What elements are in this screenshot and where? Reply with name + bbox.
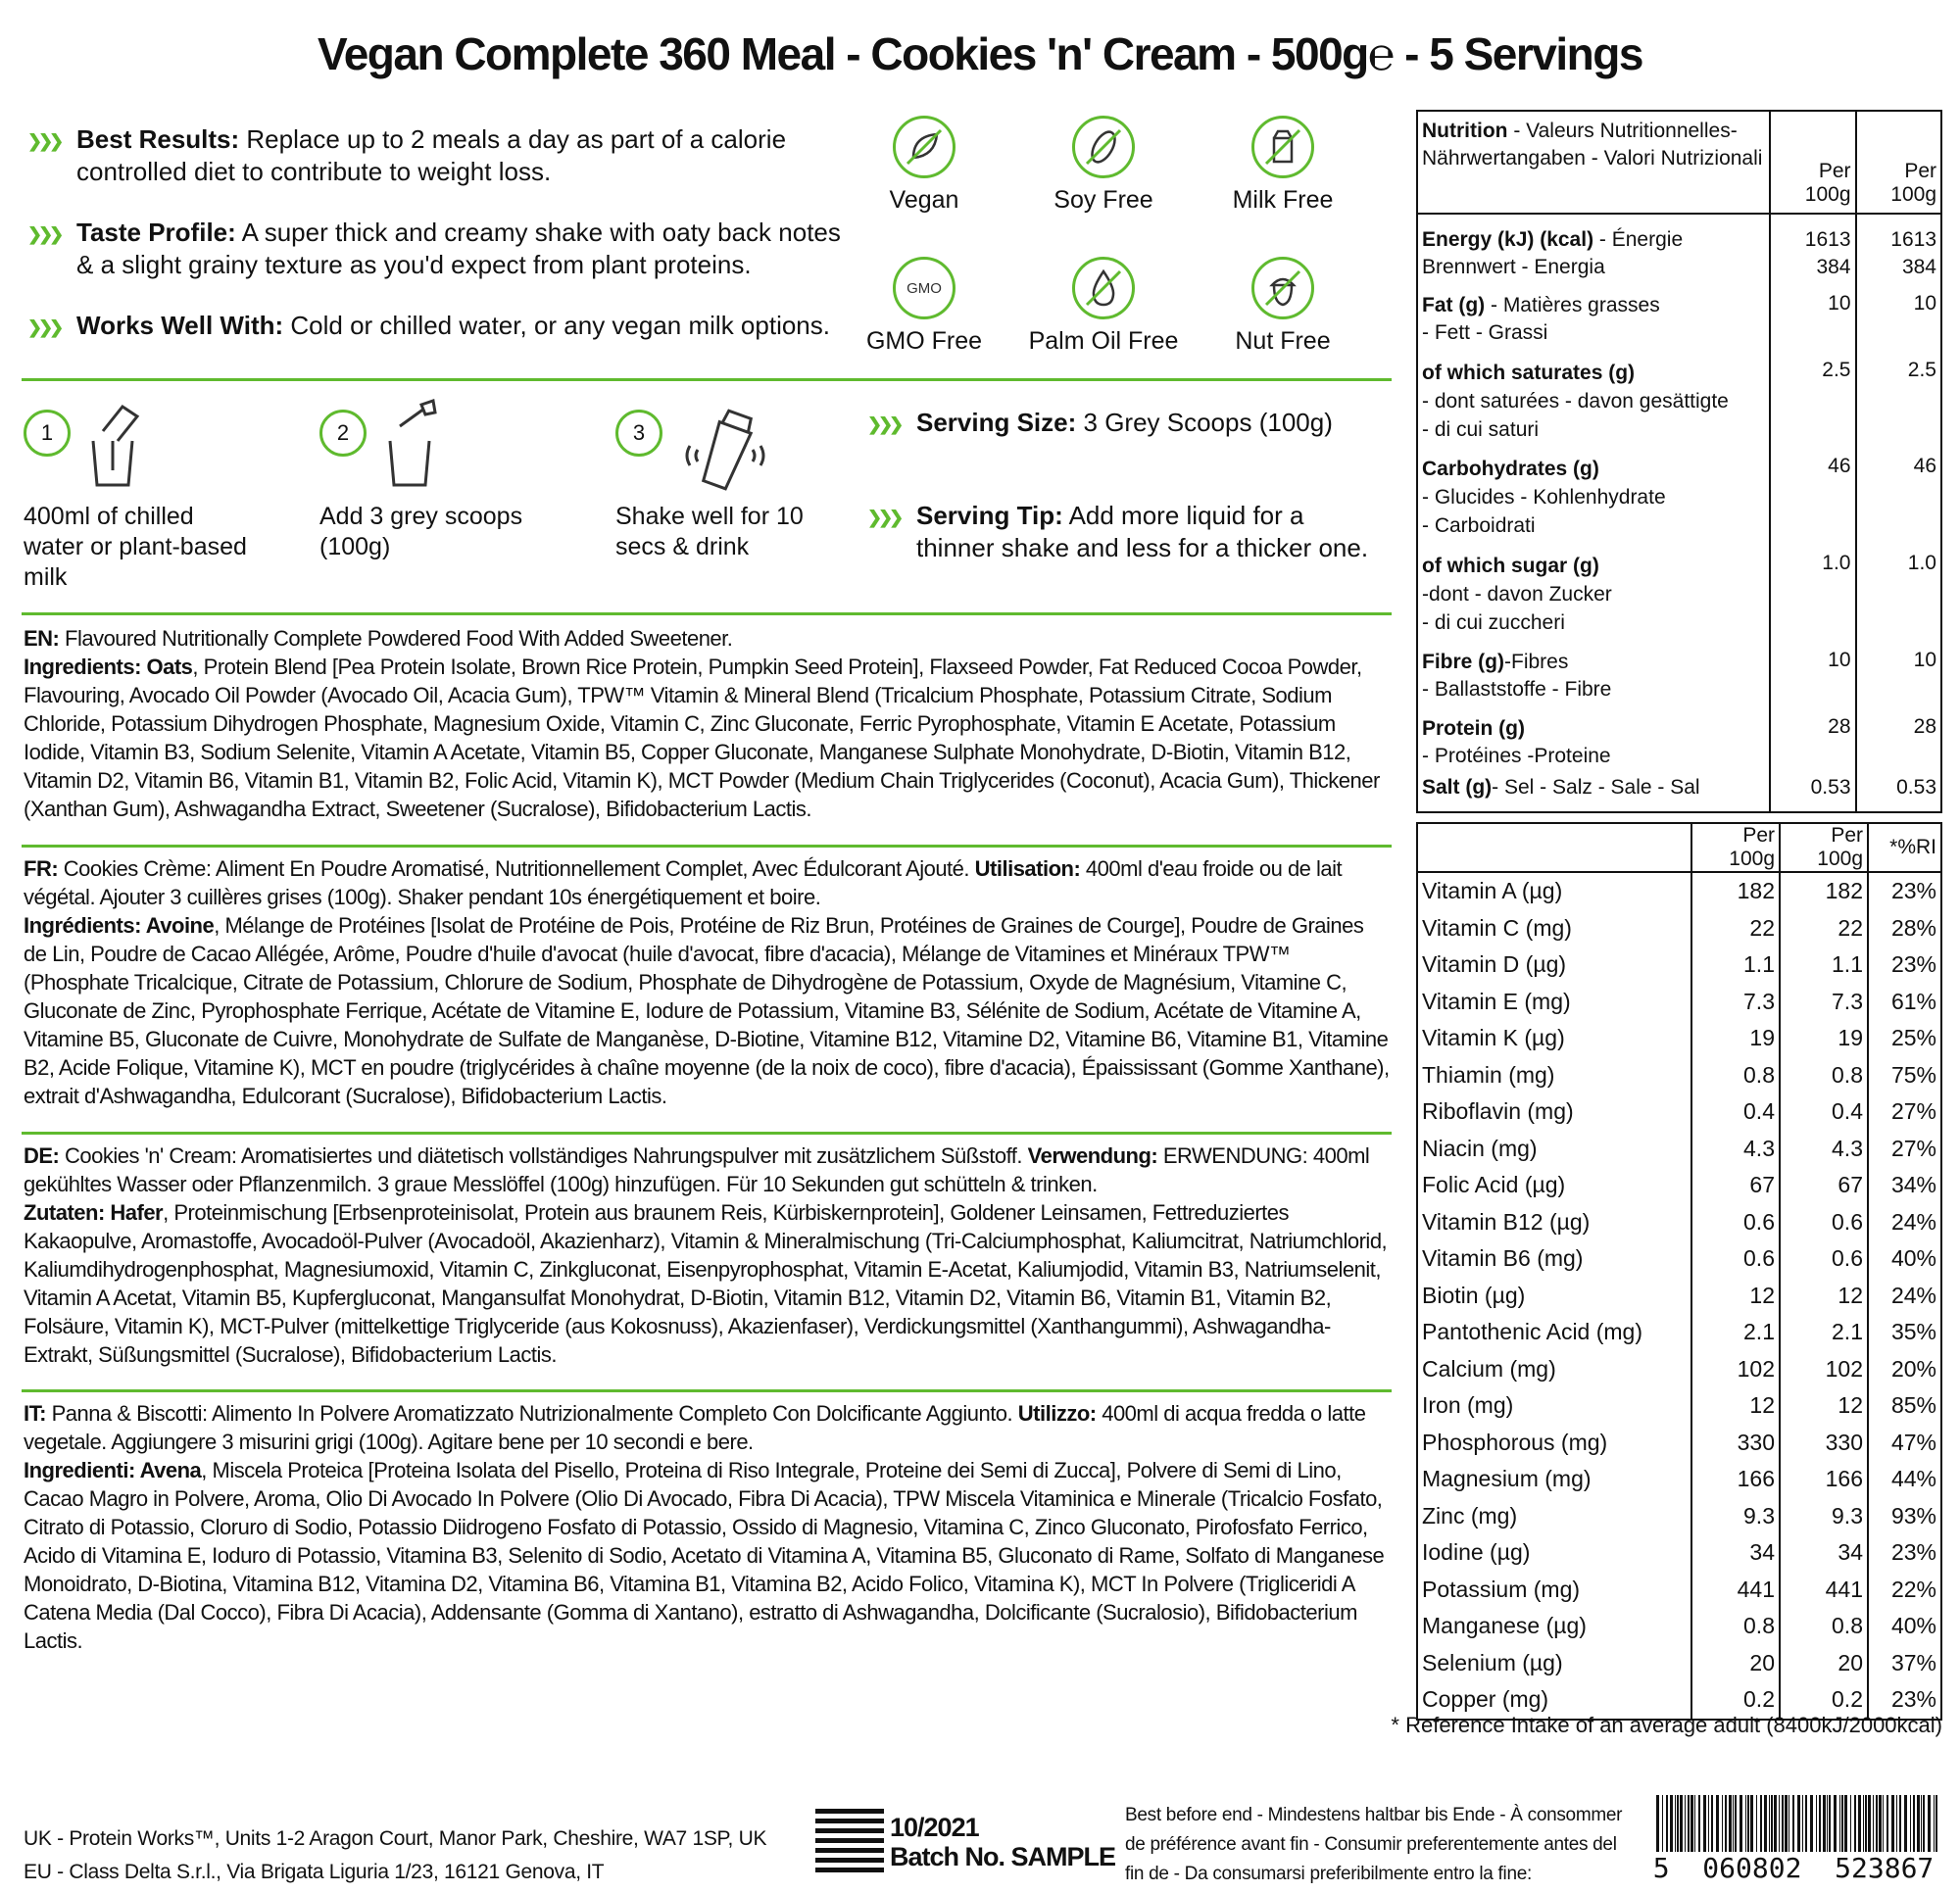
vitamin-value: 9.3 [1691, 1498, 1780, 1535]
vitamin-value: 0.2 [1691, 1681, 1780, 1719]
vitamin-row [1418, 1167, 1940, 1204]
serving-tip [867, 500, 1387, 564]
chevron-double-icon: ❯❯❯ [867, 414, 901, 434]
vitamin-value: 19 [1691, 1020, 1780, 1057]
vitamin-value: 35% [1890, 1319, 1936, 1345]
vitamin-value: 19 [1780, 1020, 1868, 1057]
ingredients-de [24, 1141, 1391, 1369]
vitamin-value: 93% [1890, 1502, 1936, 1529]
bullet-text: Cold or chilled water, or any vegan milk options. [283, 311, 830, 340]
vitamin-row [1418, 1534, 1940, 1572]
vitamin-value: 4.3 [1780, 1131, 1868, 1168]
vitamin-row [1418, 1240, 1940, 1278]
vitamin-row [1418, 1278, 1940, 1315]
nutrition-header: Nutrition [1422, 120, 1508, 142]
vitamin-value: 12 [1780, 1278, 1868, 1315]
vitamin-name: Folic Acid (µg) [1418, 1167, 1691, 1204]
vitamin-value: 12 [1691, 1278, 1780, 1315]
nutrient-value: 10 [1913, 649, 1936, 671]
gmo-icon [896, 260, 953, 316]
badge-label: GMO Free [865, 327, 983, 355]
vitamin-row [1418, 946, 1940, 984]
ingredients-text: , Proteinmischung [Erbsenproteinisolat, Protein aus braunem Reis, Kürbiskernprotein], Goldener Leinsamen, Fettreduziertes Kakaopulve, Aromastoffe, Avocadoöl-Pulver (Avocadoöl, Akazienharz), Vitamin & Mineralmischung (Tri-Calciumphosphat, Kaliumcitrat, Natriumchlorid, Kaliumdihydrogenphosphat, Magnesiumoxid, Vitamin C, Zinkgluconat, Eisenpyrophosphat, Vitamin E-Acetat, Kaliumjodid, Vitamin B3, Natriumselenit, Vitamin A Acetat, Vitamin B5, Kupfergluconat, Mangansulfat Monohydrat, D-Biotin, Vitamin B12, Vitamin D2, Vitamin B6, Vitamin B1, Vitamin B2, Folsäure, Vitamin K), MCT-Pulver (mittelkettige Triglyceride (aus Kokosnuss), Akazienfaser), Verdickungsmittel (Xanthangummi), Ashwagandha-Extrakt, Süßungsmittel (Sucralose), Bifidobacterium Lactis. [24, 1200, 1388, 1367]
vitamin-value: 441 [1691, 1572, 1780, 1609]
vitamin-value: 61% [1890, 988, 1936, 1014]
vitamin-name: Potassium (mg) [1418, 1572, 1691, 1609]
step-2-text: Add 3 grey scoops (100g) [319, 503, 523, 560]
nutrition-table [1416, 110, 1942, 813]
step-number: 2 [319, 410, 367, 457]
vitamin-value: 0.8 [1691, 1057, 1780, 1094]
usage-text: ERWENDUNG: 400ml gekühltes Wasser oder Pflanzenmilch. 3 graue Messlöffel (100g) hinzufügen. Für 10 Sekunden gut schütteln & trinken. [24, 1143, 1370, 1196]
nutrient-value: 2.5 [1770, 349, 1856, 445]
nutrient-name: Protein (g) [1422, 717, 1525, 740]
batch-number: Batch No. SAMPLE [890, 1842, 1116, 1871]
vitamin-row [1418, 1314, 1940, 1351]
vitamin-value: 166 [1780, 1461, 1868, 1498]
vitamin-name: Vitamin B6 (mg) [1418, 1240, 1691, 1278]
ingredients-label: Ingredients: Oats [24, 655, 193, 679]
vitamin-value: 23% [1890, 951, 1936, 978]
vitamin-value: 0.8 [1780, 1057, 1868, 1094]
vitamin-value: 67 [1691, 1167, 1780, 1204]
nutrient-name: of which saturates (g) [1422, 362, 1636, 384]
product-description: Panna & Biscotti: Alimento In Polvere Aromatizzato Nutrizionalmente Completo Con Dolcificante Aggiunto. [45, 1401, 1013, 1426]
step-number: 3 [615, 410, 662, 457]
divider [22, 1389, 1392, 1392]
vitamin-name: Thiamin (mg) [1418, 1057, 1691, 1094]
col-header: Per 100g [1780, 824, 1868, 872]
vitamin-value: 0.6 [1691, 1240, 1780, 1278]
nutrient-name: Carbohydrates (g) [1422, 458, 1599, 480]
vitamin-row [1418, 1608, 1940, 1645]
product-title: Vegan Complete 360 Meal - Cookies 'n' Cream - 500g℮ - 5 Servings [318, 28, 1642, 79]
vitamin-row [1418, 872, 1940, 910]
vitamin-value: 34 [1691, 1534, 1780, 1572]
vitamin-value: 25% [1890, 1025, 1936, 1051]
vitamin-row [1418, 910, 1940, 947]
vitamin-row [1418, 1204, 1940, 1241]
footnote: * Reference Intake of an average adult (8400kJ/2000kcal) [1391, 1713, 1942, 1737]
vitamin-value: 0.4 [1691, 1093, 1780, 1131]
vitamin-row [1418, 984, 1940, 1021]
usage-text: 400ml d'eau froide ou de lait végétal. Ajouter 3 cuillères grises (100g). Shaker pendant 10s énergétiquement et boire. [24, 856, 1343, 909]
nutrient-value: 0.53 [1896, 776, 1936, 799]
product-description: Cookies Crème: Aliment En Poudre Aromatisé, Nutritionnellement Complet, Avec Édulcorant Ajouté. [58, 856, 970, 881]
nutrition-header-sub: - Valeurs Nutritionnelles- Nährwertangaben - Valori Nutrizionali [1422, 120, 1763, 170]
vitamin-row [1418, 1351, 1940, 1388]
vitamin-row [1418, 1425, 1940, 1462]
vitamin-value: 0.6 [1780, 1240, 1868, 1278]
vitamin-value: 24% [1890, 1282, 1936, 1308]
vitamin-name: Pantothenic Acid (mg) [1418, 1314, 1691, 1351]
vitamins-table [1416, 822, 1942, 1721]
vitamin-value: 2.1 [1780, 1314, 1868, 1351]
col-header: Per 100g [1770, 112, 1856, 214]
nutrient-value: 1.0 [1770, 542, 1856, 639]
bullet-label: Works Well With: [76, 311, 284, 340]
vitamin-row [1418, 1057, 1940, 1094]
milk-carton-icon [1254, 119, 1311, 175]
ingredients-text: , Protein Blend [Pea Protein Isolate, Brown Rice Protein, Pumpkin Seed Protein], Flaxseed Powder, Fat Reduced Cocoa Powder, Flavouring, Avocado Oil Powder (Avocado Oil, Acacia Gum), TPW™ Vitamin & Mineral Blend (Tricalcium Phosphate, Potassium Citrate, Sodium Chloride, Potassium Dihydrogen Phosphate, Magnesium Oxide, Vitamin C, Zinc Gluconate, Ferric Pyrophosphate, Vitamin E Acetate, Potassium Iodide, Vitamin B3, Sodium Selenite, Vitamin A Acetate, Vitamin B5, Copper Gluconate, Manganese Sulphate Monohydrate, D-Biotin, Vitamin B12, Vitamin D2, Vitamin B6, Vitamin B1, Vitamin B2, Folic Acid, Vitamin K), MCT Powder (Medium Chain Triglycerides (Coconut), Acacia Gum), Thickener (Xanthan Gum), Ashwagandha Extract, Sweetener (Sucralose), Bifidobacterium Lactis. [24, 655, 1380, 821]
vitamin-value: 182 [1780, 872, 1868, 910]
droplet-icon [1075, 260, 1132, 316]
vitamin-value: 37% [1890, 1649, 1936, 1675]
bullet-label: Taste Profile: [76, 218, 236, 247]
vitamin-value: 102 [1780, 1351, 1868, 1388]
divider [22, 612, 1392, 615]
nutrient-name-sub: -dont - davon Zucker [1422, 583, 1612, 606]
nutrient-value: 1.0 [1907, 552, 1936, 574]
ingredients-label: Ingrédients: Avoine [24, 913, 215, 938]
vitamin-name: Vitamin K (µg) [1418, 1020, 1691, 1057]
nutrient-name-sub: - dont saturées - davon gesättigte [1422, 390, 1729, 413]
bullet-taste-profile [27, 217, 841, 281]
col-header: *%RI [1868, 824, 1940, 872]
nutrient-value: 10 [1913, 292, 1936, 315]
vitamin-value: 0.8 [1691, 1608, 1780, 1645]
ingredients-label: Zutaten: Hafer [24, 1200, 164, 1225]
nutrient-name-sub: - di cui zuccheri [1422, 611, 1565, 634]
lang-code: EN: [24, 626, 60, 651]
vitamin-row [1418, 1572, 1940, 1609]
barcode-number: 5 060802 523867 [1652, 1852, 1935, 1884]
vitamin-value: 166 [1691, 1461, 1780, 1498]
best-before: Best before end - Mindestens haltbar bis Ende - À consommer de préférence avant fin - Consumir preferentemente antes del fin de - Da consumarsi preferibilmente entro la fine: [1125, 1805, 1623, 1884]
soybean-icon [1075, 119, 1132, 175]
nutrient-value: 10 [1770, 282, 1856, 349]
badge-label: Vegan [889, 186, 959, 214]
nutrient-name: Fat (g) [1422, 294, 1486, 316]
vitamin-value: 20 [1691, 1645, 1780, 1682]
acorn-icon [1254, 260, 1311, 316]
vitamin-value: 24% [1890, 1208, 1936, 1235]
vitamin-value: 44% [1890, 1466, 1936, 1492]
vitamin-row [1418, 1645, 1940, 1682]
badge-label: Nut Free [1235, 327, 1331, 355]
vitamin-value: 20 [1780, 1645, 1868, 1682]
vitamin-name: Phosphorous (mg) [1418, 1425, 1691, 1462]
vitamin-value: 330 [1691, 1425, 1780, 1462]
nutrient-name-sub: Brennwert - Energia [1422, 256, 1605, 278]
qr-code-icon [815, 1809, 884, 1877]
nutrient-name-sub: - Matières grasses [1485, 294, 1660, 316]
nutrient-name-sub: - Glucides - Kohlenhydrate [1422, 486, 1666, 509]
lang-code: DE: [24, 1143, 60, 1168]
usage-label: Verwendung: [1022, 1143, 1158, 1168]
nutrient-name-sub: - Carboidrati [1422, 514, 1536, 537]
badge-nut-free [1204, 257, 1361, 356]
nutrient-value: 2.5 [1907, 359, 1936, 381]
nutrient-value: 28 [1770, 705, 1856, 772]
product-description: Flavoured Nutritionally Complete Powdered Food With Added Sweetener. [59, 626, 733, 651]
cup-pour-icon [83, 402, 142, 490]
leaf-icon [896, 119, 953, 175]
usage-text: 400ml di acqua fredda o latte vegetale. Aggiungere 3 misurini grigi (100g). Agitare bene per 10 secondi e bere. [24, 1401, 1366, 1454]
badge-label: Palm Oil Free [1028, 327, 1179, 355]
step-number: 1 [24, 410, 71, 457]
vitamin-value: 7.3 [1691, 984, 1780, 1021]
nutrient-value: 384 [1816, 256, 1851, 278]
serving-text: Add more liquid for a thinner shake and less for a thicker one. [916, 501, 1369, 562]
vitamin-value: 1.1 [1780, 946, 1868, 984]
chevron-double-icon: ❯❯❯ [27, 317, 61, 337]
vitamin-value: 28% [1890, 914, 1936, 941]
vitamin-value: 40% [1890, 1613, 1936, 1639]
vitamin-value: 330 [1780, 1425, 1868, 1462]
vitamin-name: Copper (mg) [1418, 1681, 1691, 1719]
bullet-label: Best Results: [76, 124, 240, 154]
nutrient-value: 1613 [1804, 228, 1851, 251]
nutrient-value: 46 [1913, 455, 1936, 477]
vitamin-value: 22 [1691, 910, 1780, 947]
vitamin-value: 67 [1780, 1167, 1868, 1204]
nutrient-name: Energy (kJ) (kcal) [1422, 228, 1594, 251]
vitamin-row [1418, 1093, 1940, 1131]
ingredients-label: Ingredienti: Avena [24, 1458, 202, 1482]
batch-block [890, 1813, 1115, 1871]
badge-label: Milk Free [1232, 186, 1334, 214]
col-header: Per 100g [1691, 824, 1780, 872]
vitamin-row [1418, 1387, 1940, 1425]
nutrient-name-sub: - Fett - Grassi [1422, 321, 1548, 344]
vitamin-name: Manganese (µg) [1418, 1608, 1691, 1645]
bullet-works-well [27, 310, 841, 342]
nutrient-name-sub: - Protéines -Proteine [1422, 745, 1611, 767]
vitamin-name: Vitamin D (µg) [1418, 946, 1691, 984]
vitamin-name: Magnesium (mg) [1418, 1461, 1691, 1498]
vitamin-name: Calcium (mg) [1418, 1351, 1691, 1388]
serving-label: Serving Tip: [916, 501, 1063, 530]
nutrient-name-sub: - Ballaststoffe - Fibre [1422, 678, 1612, 701]
vitamin-name: Niacin (mg) [1418, 1131, 1691, 1168]
serving-text: 3 Grey Scoops (100g) [1076, 408, 1333, 437]
vitamin-value: 34 [1780, 1534, 1868, 1572]
nutrient-value: 10 [1770, 639, 1856, 705]
chevron-double-icon: ❯❯❯ [867, 508, 901, 527]
vitamin-value: 12 [1780, 1387, 1868, 1425]
bullet-text: A super thick and creamy shake with oaty back notes & a slight grainy texture as you'd expect from plant proteins. [76, 218, 841, 279]
nutrient-name-sub: - Énergie [1593, 228, 1684, 251]
usage-label: Utilisation: [969, 856, 1081, 881]
vitamin-value: 0.4 [1780, 1093, 1868, 1131]
serving-size [867, 407, 1387, 439]
nutrient-name-sub: - Sel - Salz - Sale - Sal [1492, 776, 1700, 799]
vitamin-value: 182 [1691, 872, 1780, 910]
vitamin-value: 1.1 [1691, 946, 1780, 984]
vitamin-value: 40% [1890, 1245, 1936, 1272]
vitamin-value: 9.3 [1780, 1498, 1868, 1535]
vitamin-name: Iron (mg) [1418, 1387, 1691, 1425]
nutrient-value: 28 [1913, 715, 1936, 738]
vitamin-value: 23% [1890, 878, 1936, 904]
nutrient-name: Salt (g) [1422, 776, 1493, 799]
address-eu: EU - Class Delta S.r.l., Via Brigata Liguria 1/23, 16121 Genova, IT [24, 1861, 605, 1883]
vitamin-value: 47% [1890, 1429, 1936, 1455]
nutrient-name-sub: - di cui saturi [1422, 418, 1540, 441]
chevron-double-icon: ❯❯❯ [27, 131, 61, 151]
badge-soy-free [1025, 116, 1182, 215]
vitamin-value: 441 [1780, 1572, 1868, 1609]
vitamin-row [1418, 1020, 1940, 1057]
nutrient-name-sub: -Fibres [1504, 651, 1569, 673]
product-description: Cookies 'n' Cream: Aromatisiertes und diätetisch vollständiges Nahrungspulver mit zusätzlichem Süßstoff. [59, 1143, 1023, 1168]
badge-palm-oil-free [1025, 257, 1182, 356]
ingredients-en [24, 624, 1391, 823]
address-block [24, 1822, 766, 1889]
col-header: Per 100g [1890, 160, 1936, 206]
vitamin-value: 4.3 [1691, 1131, 1780, 1168]
bullet-text: Replace up to 2 meals a day as part of a calorie controlled diet to contribute to weight loss. [76, 124, 787, 186]
vitamin-value: 0.6 [1691, 1204, 1780, 1241]
usage-label: Utilizzo: [1012, 1401, 1097, 1426]
ingredients-it [24, 1399, 1391, 1655]
vitamin-value: 7.3 [1780, 984, 1868, 1021]
badge-gmo-free [846, 257, 1003, 356]
shaker-icon [676, 397, 774, 495]
divider [22, 1132, 1392, 1135]
vitamin-value: 22 [1780, 910, 1868, 947]
vitamin-name: Iodine (µg) [1418, 1534, 1691, 1572]
vitamin-row [1418, 1131, 1940, 1168]
serving-label: Serving Size: [916, 408, 1077, 437]
step-3-text: Shake well for 10 secs & drink [615, 503, 804, 560]
vitamin-value: 27% [1890, 1135, 1936, 1161]
bullet-best-results [27, 123, 841, 188]
vitamin-name: Biotin (µg) [1418, 1278, 1691, 1315]
vitamin-value: 27% [1890, 1098, 1936, 1125]
step-1-text: 400ml of chilled water or plant-based milk [24, 503, 247, 591]
lang-code: FR: [24, 856, 59, 881]
vitamin-value: 20% [1890, 1355, 1936, 1382]
nutrient-value: 46 [1770, 445, 1856, 542]
nutrient-name: of which sugar (g) [1422, 555, 1599, 577]
vitamin-name: Selenium (µg) [1418, 1645, 1691, 1682]
vitamin-value: 0.2 [1780, 1681, 1868, 1719]
vitamin-value: 23% [1890, 1539, 1936, 1566]
vitamin-value: 0.6 [1780, 1204, 1868, 1241]
vitamin-name: Vitamin B12 (µg) [1418, 1204, 1691, 1241]
scoop-cup-icon [380, 397, 439, 490]
vitamin-value: 12 [1691, 1387, 1780, 1425]
vitamin-value: 22% [1890, 1576, 1936, 1602]
vitamin-row [1418, 1461, 1940, 1498]
ingredients-text: , Miscela Proteica [Proteina Isolata del Pisello, Proteina di Riso Integrale, Proteine dei Semi di Zucca], Polvere di Semi di Lino, Cacao Magro in Polvere, Aroma, Olio Di Avocado In Polvere (Olio Di Avocado, Fibra Di Acacia), TPW Miscela Vitaminica e Minerale (Tricalcio Fosfato, Citrato di Potassio, Cloruro di Sodio, Potassio Diidrogeno Fosfato di Potassio, Ossido di Magnesio, Vitamina C, Zinco Gluconato, Pirofosfato Ferrico, Acido di Vitamina E, Ioduro di Potassio, Vitamina B3, Selenito di Sodio, Acetato di Vitamina A, Vitamina B5, Gluconato di Rame, Solfato di Manganese Monoidrato, D-Biotina, Vitamina B12, Vitamina D2, Vitamina B6, Vitamina B1, Vitamina B2, Acido Folico, Vitamina K), MCT In Polvere (Trigliceridi A Catena Media (Dal Cocco), Fibra Di Acacia), Addensante (Gomma di Xantano), estratto di Ashwagandha, Dolcificante (Sucralosio), Bifidobacterium Lactis. [24, 1458, 1385, 1653]
badge-vegan [846, 116, 1003, 215]
ingredients-fr [24, 854, 1391, 1110]
vitamin-name: Vitamin E (mg) [1418, 984, 1691, 1021]
vitamin-name: Zinc (mg) [1418, 1498, 1691, 1535]
badge-label: Soy Free [1054, 186, 1153, 214]
lang-code: IT: [24, 1401, 46, 1426]
address-uk: UK - Protein Works™, Units 1-2 Aragon Court, Manor Park, Cheshire, WA7 1SP, UK [24, 1827, 767, 1850]
divider [22, 845, 1392, 848]
nutrient-value: 384 [1901, 256, 1936, 278]
gmo-text: GMO [906, 280, 942, 297]
vitamin-value: 75% [1890, 1061, 1936, 1088]
batch-date: 10/2021 [890, 1813, 979, 1842]
vitamin-value: 85% [1890, 1392, 1936, 1419]
vitamin-name: Riboflavin (mg) [1418, 1093, 1691, 1131]
nutrient-name: Fibre (g) [1422, 651, 1504, 673]
vitamin-value: 34% [1890, 1172, 1936, 1198]
vitamin-row [1418, 1498, 1940, 1535]
vitamin-value: 23% [1890, 1686, 1936, 1713]
vitamin-name: Vitamin A (µg) [1418, 872, 1691, 910]
nutrient-value: 1613 [1890, 228, 1936, 251]
ingredients-text: , Mélange de Protéines [Isolat de Protéine de Pois, Protéine de Riz Brun, Protéines de Graines de Courge], Poudre de Graines de Lin, Poudre de Cacao Allégée, Arôme, Poudre d'huile d'avocat (huile d'avocat, fibre d'acacia), Mélange de Vitamines et Minéraux TPW™ (Phosphate Tricalcique, Citrate de Potassium, Chlorure de Sodium, Phosphate de Dihydrogène de Potassium, Oxyde de Magnésium, Vitamine C, Gluconate de Zinc, Pyrophosphate Ferrique, Acétate de Vitamine E, Iodure de Potassium, Vitamine B3, Sélénite de Sodium, Acétate de Vitamine A, Vitamine B5, Gluconate de Cuivre, Monohydrate de Sulfate de Manganèse, D-Biotine, Vitamine B12, Vitamine D2, Vitamine B6, Vitamine B1, Vitamine B2, Acide Folique, Vitamine K), MCT en poudre (triglycérides à chaîne moyenne (de la noix de coco), fibre d'acacia), Épaississant (Gomme Xanthane), extrait d'Ashwagandha, Edulcorant (Sucralose), Bifidobacterium Lactis. [24, 913, 1390, 1108]
divider [22, 378, 1392, 381]
vitamin-value: 102 [1691, 1351, 1780, 1388]
vitamin-value: 2.1 [1691, 1314, 1780, 1351]
vitamin-name: Vitamin C (mg) [1418, 910, 1691, 947]
chevron-double-icon: ❯❯❯ [27, 224, 61, 244]
badge-milk-free [1204, 116, 1361, 215]
nutrient-value: 0.53 [1770, 772, 1856, 811]
vitamin-value: 0.8 [1780, 1608, 1868, 1645]
